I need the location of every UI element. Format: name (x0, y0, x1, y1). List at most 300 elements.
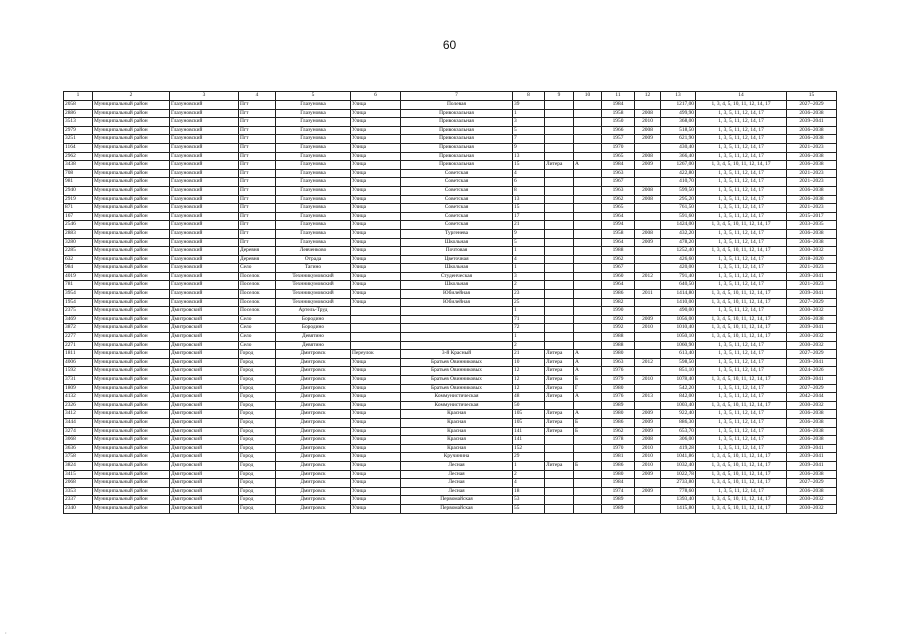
table-cell (574, 126, 602, 135)
table-row (64, 169, 837, 178)
table-cell: 2039–2041 (787, 461, 837, 470)
table-cell (351, 307, 401, 316)
table-cell: Улица (351, 212, 401, 221)
table-cell: 2027–2029 (787, 350, 837, 359)
table-cell: Литера (545, 358, 574, 367)
table-cell: 2979 (64, 126, 93, 135)
table-cell (574, 333, 602, 342)
table-cell: 5 (513, 126, 545, 135)
table-cell (401, 315, 513, 324)
table-cell: 490,00 (661, 307, 696, 316)
table-cell: 2039–2041 (787, 453, 837, 462)
table-row (64, 238, 837, 247)
table-cell: 761,50 (661, 204, 696, 213)
table-cell (545, 401, 574, 410)
table-cell: 10 (513, 358, 545, 367)
table-cell: Улица (351, 496, 401, 505)
table-row (64, 272, 837, 281)
table-row (64, 461, 837, 470)
table-cell: Дмитровск (276, 504, 351, 513)
table-cell: 4132 (64, 393, 93, 402)
table-cell: 4 (513, 479, 545, 488)
table-cell: 842,00 (661, 393, 696, 402)
table-cell: Глазуновский (170, 264, 239, 273)
table-cell: 781 (64, 281, 93, 290)
table-cell: Глазуновский (170, 229, 239, 238)
table-cell: Юбилейная (401, 298, 513, 307)
table-cell: 2036–2038 (787, 238, 837, 247)
table-cell: 2036–2038 (787, 418, 837, 427)
table-cell: 9 (513, 143, 545, 152)
table-cell: Отрада (276, 255, 351, 264)
table-cell: 598,50 (661, 358, 696, 367)
table-cell: Муниципальный район (93, 247, 170, 256)
table-cell: Глазуновский (170, 186, 239, 195)
table-cell: Город (239, 479, 276, 488)
table-cell: 2068 (64, 479, 93, 488)
table-cell (545, 470, 574, 479)
table-cell: Муниципальный район (93, 298, 170, 307)
table-cell: 23 (513, 290, 545, 299)
table-cell: 1, 3, 5, 11, 12, 14, 17 (696, 152, 787, 161)
table-cell: 2375 (64, 307, 93, 316)
table-cell: Дмитровский (170, 444, 239, 453)
table-cell: Село (239, 324, 276, 333)
table-cell: 1958 (602, 229, 635, 238)
table-cell: 295,20 (661, 195, 696, 204)
table-row (64, 427, 837, 436)
table-cell: Муниципальный район (93, 135, 170, 144)
table-row (64, 118, 837, 127)
table-cell (635, 143, 661, 152)
table-cell: Поселок (239, 290, 276, 299)
table-cell: Муниципальный район (93, 307, 170, 316)
table-cell: Литера (545, 384, 574, 393)
table-row (64, 487, 837, 496)
table-cell (574, 444, 602, 453)
table-cell: 1, 3, 5, 11, 12, 14, 17 (696, 272, 787, 281)
table-cell (351, 341, 401, 350)
table-cell: 1, 3, 4, 5, 10, 11, 12, 14, 17 (696, 376, 787, 385)
table-cell: 1950 (602, 118, 635, 127)
table-row (64, 101, 837, 110)
table-cell: 1957 (602, 135, 635, 144)
table-row (64, 178, 837, 187)
table-cell: 2009 (635, 315, 661, 324)
table-cell: Советская (401, 195, 513, 204)
table-cell: Глазуновский (170, 247, 239, 256)
table-cell: 1, 3, 5, 11, 12, 14, 17 (696, 204, 787, 213)
table-cell: 1, 3, 4, 5, 10, 11, 12, 14, 17 (696, 247, 787, 256)
table-cell: 1 (513, 109, 545, 118)
table-cell: Студенческая (401, 272, 513, 281)
table-cell (545, 152, 574, 161)
table-cell (574, 221, 602, 230)
table-cell: 2 (513, 470, 545, 479)
table-cell: 1962 (602, 195, 635, 204)
table-cell: 71 (513, 315, 545, 324)
table-cell: 1988 (602, 333, 635, 342)
table-cell: 2010 (635, 376, 661, 385)
table-cell: Дмитровский (170, 341, 239, 350)
table-cell: 2036–2038 (787, 186, 837, 195)
table-cell: Муниципальный район (93, 118, 170, 127)
table-cell: 2009 (635, 410, 661, 419)
table-cell: 1, 3, 5, 11, 12, 14, 17 (696, 444, 787, 453)
table-cell: 1970 (602, 143, 635, 152)
table-cell: Лесная (401, 470, 513, 479)
table-cell: Глазуновский (170, 195, 239, 204)
table-cell: 1980 (602, 384, 635, 393)
table-cell: 2018–2020 (787, 255, 837, 264)
table-cell: 1, 3, 4, 5, 10, 11, 12, 14, 17 (696, 333, 787, 342)
table-cell (574, 341, 602, 350)
table-row (64, 350, 837, 359)
table-cell (574, 195, 602, 204)
table-cell: 21 (513, 221, 545, 230)
table-cell: 13 (513, 152, 545, 161)
table-cell: 1, 3, 4, 5, 10, 11, 12, 14, 17 (696, 461, 787, 470)
table-cell: 141 (513, 436, 545, 445)
table-row (64, 229, 837, 238)
table-cell (545, 341, 574, 350)
table-cell: 419,28 (661, 444, 696, 453)
table-cell: Поселок (239, 298, 276, 307)
table-cell: Глазуновский (170, 238, 239, 247)
table-cell (635, 341, 661, 350)
table-cell: 2033–2035 (787, 221, 837, 230)
table-cell (401, 324, 513, 333)
table-row (64, 496, 837, 505)
table-cell: Город (239, 350, 276, 359)
table-cell: Улица (351, 290, 401, 299)
table-cell: Муниципальный район (93, 376, 170, 385)
table-cell (545, 444, 574, 453)
table-cell: А (574, 393, 602, 402)
table-cell: 1, 3, 5, 11, 12, 14, 17 (696, 238, 787, 247)
table-row (64, 358, 837, 367)
table-cell: 1592 (64, 367, 93, 376)
table-cell: Дмитровский (170, 410, 239, 419)
table-cell: Красная (401, 410, 513, 419)
table-cell: Красная (401, 444, 513, 453)
table-cell: Советская (401, 212, 513, 221)
table-cell: 55 (513, 504, 545, 513)
table-cell (545, 118, 574, 127)
table-cell: 1, 3, 5, 11, 12, 14, 17 (696, 358, 787, 367)
table-cell: Улица (351, 247, 401, 256)
table-cell: 1992 (602, 324, 635, 333)
table-cell: 1, 3, 4, 5, 10, 11, 12, 14, 17 (696, 453, 787, 462)
table-cell: 1980 (602, 350, 635, 359)
table-cell: Дмитровский (170, 427, 239, 436)
table-cell: 2036–2038 (787, 470, 837, 479)
table-cell (545, 479, 574, 488)
table-cell: Пгт (239, 126, 276, 135)
table-cell: Улица (351, 376, 401, 385)
table-cell: 542,20 (661, 384, 696, 393)
table-cell: Левченково (276, 247, 351, 256)
table-cell: 2009 (635, 427, 661, 436)
table-cell: 2021–2023 (787, 143, 837, 152)
table-cell: Пгт (239, 195, 276, 204)
table-cell: 2013 (635, 393, 661, 402)
table-cell: 2036–2038 (787, 126, 837, 135)
table-cell: Г (574, 384, 602, 393)
table-cell: 1960 (602, 272, 635, 281)
table-cell: 1954 (64, 298, 93, 307)
table-cell: Город (239, 444, 276, 453)
table-cell (635, 212, 661, 221)
table-cell: Улица (351, 470, 401, 479)
table-cell: 2277 (64, 333, 93, 342)
table-cell: Улица (351, 453, 401, 462)
table-cell: 632 (64, 255, 93, 264)
table-cell: Пгт (239, 229, 276, 238)
table-cell: 2027–2029 (787, 479, 837, 488)
table-cell: Улица (351, 479, 401, 488)
table-cell: А (574, 410, 602, 419)
table-cell: Дмитровский (170, 487, 239, 496)
table-cell: 3469 (64, 315, 93, 324)
table-cell: Город (239, 410, 276, 419)
table-cell: 2883 (64, 229, 93, 238)
table-cell (635, 333, 661, 342)
table-cell (574, 453, 602, 462)
table-cell: 2021–2023 (787, 281, 837, 290)
table-cell: 2027–2029 (787, 101, 837, 110)
table-row (64, 290, 837, 299)
table-cell (545, 238, 574, 247)
table-cell: Глазуновский (170, 255, 239, 264)
table-cell: 1164 (64, 143, 93, 152)
table-cell: Муниципальный район (93, 410, 170, 419)
table-cell: 4006 (64, 358, 93, 367)
table-cell: Муниципальный район (93, 169, 170, 178)
table-cell: Глазуновка (276, 238, 351, 247)
table-cell: 306,00 (661, 436, 696, 445)
table-cell: Почтовая (401, 247, 513, 256)
table-cell (574, 496, 602, 505)
table-cell: 39 (513, 101, 545, 110)
table-cell: 50 (513, 401, 545, 410)
table-cell: Дмитровск (276, 496, 351, 505)
table-cell: Дмитровский (170, 324, 239, 333)
table-cell: 5 (513, 238, 545, 247)
table-cell: 21 (513, 350, 545, 359)
table-cell: Глазуновский (170, 204, 239, 213)
table-cell: Пгт (239, 152, 276, 161)
table-cell: Город (239, 436, 276, 445)
table-cell: Улица (351, 358, 401, 367)
table-cell: 2008 (635, 126, 661, 135)
table-cell: 426,60 (661, 255, 696, 264)
table-cell: Улица (351, 367, 401, 376)
table-row (64, 453, 837, 462)
table-cell (545, 101, 574, 110)
table-cell (574, 143, 602, 152)
table-cell: Дмитровский (170, 479, 239, 488)
table-row (64, 126, 837, 135)
table-cell: Глазуновка (276, 135, 351, 144)
table-cell: Литера (545, 367, 574, 376)
table-cell: Лесная (401, 487, 513, 496)
table-cell: Муниципальный район (93, 427, 170, 436)
table-row (64, 307, 837, 316)
table-cell: 1970 (602, 444, 635, 453)
table-row (64, 186, 837, 195)
table-cell (574, 281, 602, 290)
table-cell: 167 (64, 212, 93, 221)
column-number-cell: 14 (696, 92, 787, 101)
table-cell: 1410,00 (661, 298, 696, 307)
table-cell (635, 281, 661, 290)
table-cell: 1984 (602, 161, 635, 170)
table-cell: 1060,90 (661, 341, 696, 350)
table-cell: 1414,80 (661, 290, 696, 299)
table-cell: Дмитровск (276, 358, 351, 367)
table-cell: 1, 3, 5, 11, 12, 14, 17 (696, 418, 787, 427)
table-cell (635, 350, 661, 359)
table-cell: 17 (513, 212, 545, 221)
table-cell: 2042–2044 (787, 393, 837, 402)
table-cell: Б (574, 418, 602, 427)
table-cell: Улица (351, 418, 401, 427)
table-cell (574, 247, 602, 256)
table-cell: Школьная (401, 264, 513, 273)
table-cell: 2039–2041 (787, 444, 837, 453)
table-cell: Город (239, 427, 276, 436)
table-cell (635, 479, 661, 488)
column-number-cell: 9 (545, 92, 574, 101)
table-cell: Муниципальный район (93, 444, 170, 453)
table-cell: 599,50 (661, 186, 696, 195)
table-cell: Муниципальный район (93, 453, 170, 462)
table-cell: 1967 (602, 264, 635, 273)
table-cell: Лесная (401, 461, 513, 470)
table-cell: 72 (513, 324, 545, 333)
table-cell (635, 496, 661, 505)
table-cell: 2036–2038 (787, 487, 837, 496)
table-cell (635, 255, 661, 264)
table-cell (574, 272, 602, 281)
table-cell (635, 367, 661, 376)
table-cell (574, 212, 602, 221)
table-cell: Улица (351, 152, 401, 161)
table-cell: 2011 (635, 290, 661, 299)
table-cell: 886,30 (661, 418, 696, 427)
table-cell: Улица (351, 487, 401, 496)
table-cell: Дмитровск (276, 461, 351, 470)
table-cell: Глазуновка (276, 186, 351, 195)
table-cell: 708 (64, 169, 93, 178)
table-cell: Полевая (401, 101, 513, 110)
table-cell: 1, 3, 4, 5, 10, 11, 12, 14, 17 (696, 504, 787, 513)
table-cell: 2008 (635, 186, 661, 195)
table-cell: 778,60 (661, 487, 696, 496)
table-cell: 2962 (64, 152, 93, 161)
table-cell: 2021–2023 (787, 204, 837, 213)
table-cell: 3872 (64, 324, 93, 333)
table-cell: Дмитровский (170, 504, 239, 513)
table-cell: Деревня (239, 247, 276, 256)
table-cell: 2039–2041 (787, 358, 837, 367)
table-cell: 2039–2041 (787, 290, 837, 299)
table-cell: 15 (513, 161, 545, 170)
table-cell: 3513 (64, 118, 93, 127)
table-cell: Дмитровск (276, 436, 351, 445)
table-cell: Муниципальный район (93, 161, 170, 170)
table-cell: 2009 (635, 470, 661, 479)
table-cell: 1989 (602, 496, 635, 505)
table-cell: 2058 (64, 101, 93, 110)
table-cell: Поселок (239, 307, 276, 316)
table-cell: 7 (513, 135, 545, 144)
table-cell: 1, 3, 5, 11, 12, 14, 17 (696, 350, 787, 359)
table-cell: 18 (513, 487, 545, 496)
table-row (64, 143, 837, 152)
table-cell: 1962 (602, 427, 635, 436)
column-number-cell: 12 (635, 92, 661, 101)
table-cell: 2008 (635, 229, 661, 238)
table-cell: 4 (513, 169, 545, 178)
table-cell: Литера (545, 410, 574, 419)
table-cell (401, 307, 513, 316)
table-cell: Привокзальная (401, 161, 513, 170)
table-cell (574, 324, 602, 333)
table-cell: Город (239, 504, 276, 513)
table-cell: 422,80 (661, 169, 696, 178)
table-cell: Глазуновский (170, 290, 239, 299)
table-cell: Муниципальный район (93, 264, 170, 273)
table-cell: 3824 (64, 461, 93, 470)
table-cell: Советская (401, 186, 513, 195)
table-cell: 1989 (602, 504, 635, 513)
table-cell: Улица (351, 393, 401, 402)
table-cell: 2036–2038 (787, 152, 837, 161)
table-cell (545, 453, 574, 462)
table-cell: Глазуновка (276, 229, 351, 238)
table-cell: Дмитровск (276, 453, 351, 462)
table-cell: Город (239, 393, 276, 402)
table-cell (574, 118, 602, 127)
table-cell: А (574, 358, 602, 367)
table-cell: Пгт (239, 135, 276, 144)
table-cell: 3731 (64, 376, 93, 385)
table-cell: 2030–2032 (787, 401, 837, 410)
table-cell (574, 315, 602, 324)
table-row (64, 504, 837, 513)
table-cell: Город (239, 367, 276, 376)
table-row (64, 221, 837, 230)
table-cell: Пгт (239, 186, 276, 195)
table-cell: Лесная (401, 479, 513, 488)
table-cell: 9 (513, 229, 545, 238)
table-row (64, 470, 837, 479)
column-number-cell: 1 (64, 92, 93, 101)
table-cell: Глазуновка (276, 143, 351, 152)
table-cell (635, 504, 661, 513)
table-cell: Советская (401, 178, 513, 187)
table-cell: Цветочная (401, 255, 513, 264)
table-cell (545, 247, 574, 256)
table-cell: 1809 (64, 384, 93, 393)
table-cell: Муниципальный район (93, 195, 170, 204)
table-cell: 1078,40 (661, 376, 696, 385)
table-cell: 2036–2038 (787, 410, 837, 419)
table-cell: 984 (64, 264, 93, 273)
table-cell: Переулок (351, 350, 401, 359)
